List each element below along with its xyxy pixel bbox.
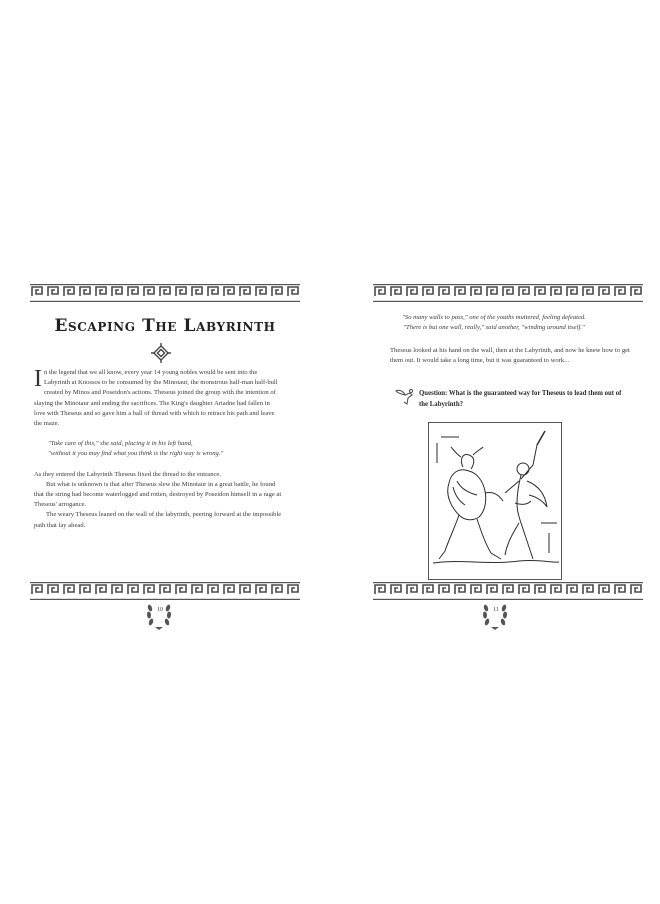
question-prompt: Question: What is the guaranteed way for Theseus to lead them out of the Labyrinth?	[419, 390, 622, 408]
laurel-wreath-icon	[144, 598, 174, 632]
youth-quote-line-2: "There is but one wall, really," said another, "winding around itself."	[403, 324, 585, 332]
top-greek-key-border	[30, 284, 300, 302]
paragraph-hand-on-wall: Theseus looked at his hand on the wall, then at the Labyrinth, and now he knew how to get them out. It would take a long time, but it was guaranteed to work...	[390, 347, 630, 365]
ariadne-quote-line-2: "without it you may find what you think is the right way is wrong."	[48, 450, 224, 458]
paragraph-entered: As they entered the Labyrinth Theseus fixed the thread to the entrance.	[34, 470, 221, 478]
top-greek-key-border	[373, 284, 643, 302]
page-number-left: 10	[157, 607, 163, 613]
paragraph-unknown: But what is unknown is that after Theseus slew the Minotaur in a great battle, he found that the string had become waterlogged and rotten, destroyed by Poseidon himself in a rage at Theseus' arrogance.	[34, 480, 282, 509]
laurel-wreath-icon	[480, 598, 510, 632]
youth-quote-line-1: "So many walls to pass," one of the youths muttered, feeling defeated.	[402, 314, 586, 321]
knot-ornament-icon	[149, 341, 173, 365]
page-number-right: 11	[493, 607, 499, 613]
story-text-left	[34, 368, 282, 531]
intro-paragraph: In the legend that we all know, every year 14 young nobles would be sent into the Labyrinth at Knossos to be consumed by the Minotaur, the monstrous half-man half-bull created by Minos and Poseidon's actions. Theseus joined the group with the intention of slaying the Minotaur and ending the sacrifices. The King's daughter Ariadne had fallen in love with Theseus and so gave him a ball of thread with which to retrace his path and leave the maze.	[34, 366, 278, 428]
theseus-minotaur-illustration	[428, 422, 562, 580]
winged-figure-icon	[393, 387, 415, 407]
drop-cap: I	[34, 366, 42, 392]
chapter-title: Escaping The Labyrinth	[54, 316, 276, 336]
ariadne-quote-line-1: "Take care of this," she said, placing it in his left hand,	[48, 440, 193, 448]
youths-quotes	[369, 313, 619, 333]
paragraph-weary: The weary Theseus leaned on the wall of the labyrinth, peering forward at the impossible path that lay ahead.	[34, 511, 282, 529]
